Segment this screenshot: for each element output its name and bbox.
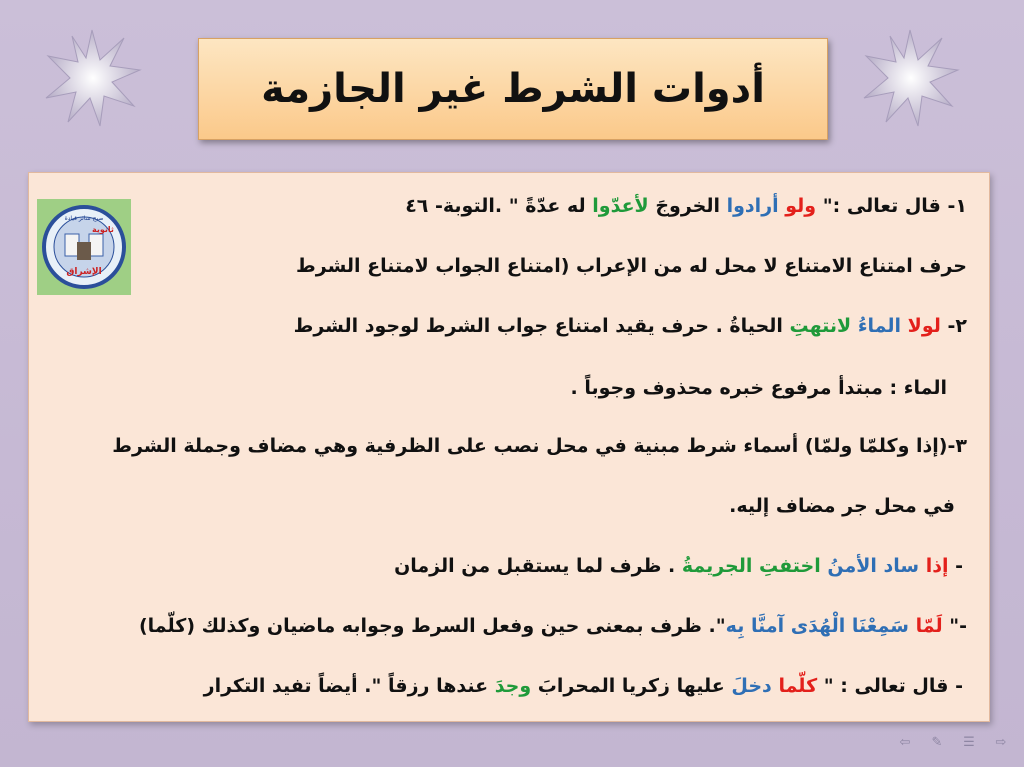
logo-mid-text: ثانوية: [92, 225, 114, 234]
line-3-part: الماءُ: [857, 315, 908, 337]
line-9-part: - قال تعالى : ": [817, 675, 963, 697]
line-3-part: ٢-: [940, 315, 967, 337]
line-1-part: له عدّةً " .التوبة- ٤٦: [405, 195, 593, 217]
line-7-part: -: [948, 555, 963, 577]
line-7-part: . ظرف لما يستقبل من الزمان: [394, 555, 682, 577]
menu-icon[interactable]: ☰: [963, 735, 975, 750]
content-panel: [28, 172, 990, 722]
title-banner: [198, 38, 828, 140]
line-8-part: -": [942, 615, 967, 637]
line-8-part: ". ظرف بمعنى حين وفعل السرط وجوابه ماضيان وكذلك (كلّما): [138, 615, 726, 637]
line-9-part: عندها رزقاً ". أيضاً تفيد التكرار: [203, 675, 495, 697]
school-logo-icon: [41, 204, 127, 290]
line-6-part: في محل جر مضاف إليه.: [729, 495, 955, 517]
line-4-part: الماء : مبتدأ مرفوع خبره محذوف وجوباً .: [570, 377, 947, 399]
slide-title: أدوات الشرط غير الجازمة: [261, 66, 765, 112]
line-7-part: إذا: [925, 555, 949, 577]
prev-arrow-icon[interactable]: ⇦: [899, 735, 911, 750]
next-arrow-icon[interactable]: ⇨: [995, 735, 1007, 750]
line-5: [112, 435, 967, 457]
line-4: [570, 377, 947, 399]
line-9-part: دخلَ: [731, 675, 779, 697]
line-7-part: ساد الأمنُ: [827, 555, 926, 577]
line-9-part: وجدَ: [494, 675, 532, 697]
line-1-part: لأعدّوا: [592, 195, 649, 217]
line-2-part: حرف امتناع الامتناع لا محل له من الإعراب (امتناع الجواب لامتناع الشرط: [296, 255, 967, 277]
logo-top-text: صيح سائر قيادة: [64, 215, 104, 222]
school-logo: [37, 199, 131, 295]
line-2: [296, 255, 967, 277]
logo-bottom-text: الإشراق: [66, 267, 102, 277]
line-7-part: اختفتِ الجريمةُ: [681, 555, 828, 577]
line-3-part: لانتهتِ: [789, 315, 858, 337]
line-5-part: ٣-(إذا وكلمّا ولمّا) أسماء شرط مبنية في محل نصب على الظرفية وهي مضاف وجملة الشرط: [112, 435, 967, 457]
line-8-part: لَمّا: [915, 615, 943, 637]
line-1: [405, 195, 967, 217]
line-3: [294, 315, 967, 337]
star-decoration-left-icon: [42, 28, 142, 128]
line-1-part: ولو: [785, 195, 817, 217]
pen-icon[interactable]: ✎: [931, 735, 943, 750]
star-decoration-right-icon: [860, 28, 960, 128]
line-1-part: الخروجَ: [648, 195, 727, 217]
line-6: [729, 495, 955, 517]
line-8: [139, 615, 967, 637]
line-3-part: لولا: [907, 315, 941, 337]
line-1-part: أرادوا: [726, 195, 786, 217]
line-8-part: سَمِعْنَا الْهُدَى آمنَّا بِه: [725, 615, 916, 637]
line-9-part: عليها زكريا المحرابَ: [531, 675, 732, 697]
line-9-part: كلّما: [778, 675, 818, 697]
line-3-part: الحياةُ . حرف يقيد امتناع جواب الشرط لوجود الشرط: [293, 315, 790, 337]
line-7: [394, 555, 963, 577]
slideshow-controls: [896, 737, 1010, 749]
line-9: [204, 675, 963, 697]
line-1-part: ١- قال تعالى :": [816, 195, 967, 217]
